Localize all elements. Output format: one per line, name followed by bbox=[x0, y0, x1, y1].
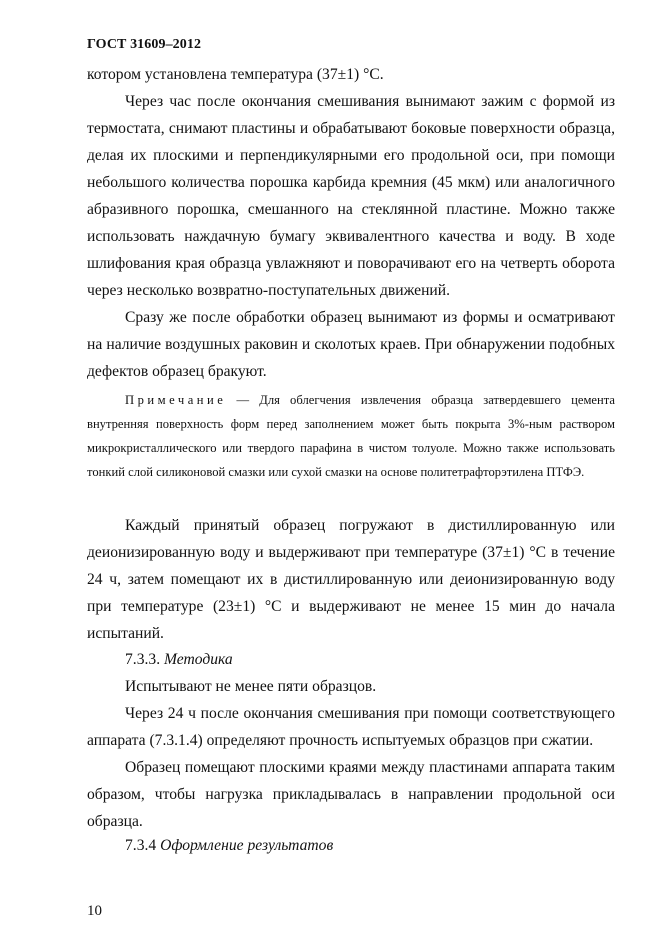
text-block-2 bbox=[87, 512, 615, 647]
paragraph-placement: Образец помещают плоскими краями между пластинами аппарата таким образом, чтобы нагрузка прикладывалась в направлении продольной оси образца. bbox=[87, 759, 615, 830]
note-label: Примечание bbox=[125, 393, 227, 407]
text-block-3 bbox=[87, 673, 615, 835]
document-header: ГОСТ 31609–2012 bbox=[87, 37, 202, 52]
note-paragraph bbox=[87, 388, 615, 484]
section-title: Оформление результатов bbox=[160, 837, 334, 854]
paragraph-sample-count: Испытывают не менее пяти образцов. bbox=[125, 678, 377, 695]
section-heading-733 bbox=[125, 646, 233, 673]
paragraph-strength: Через 24 ч после окончания смешивания при помощи соответствующего аппарата (7.3.1.4) определяют прочность испытуемых образцов при сжатии. bbox=[87, 705, 615, 749]
paragraph-inspection: Сразу же после обработки образец вынимают из формы и осматривают на наличие воздушных раковин и сколотых краев. При обнаружении подобных дефектов образец бракуют. bbox=[87, 309, 615, 380]
section-number: 7.3.4 bbox=[125, 837, 157, 854]
paragraph-grinding: Через час после окончания смешивания вынимают зажим с формой из термостата, снимают пластины и обрабатывают боковые поверхности образца, делая их плоскими и перпендикулярными его продольной оси, при помощи небольшого количества порошка карбида кремния (45 мкм) или аналогичного абразивного порошка, смешанного на стеклянной пластине. Можно также использовать наждачную бумагу эквивалентного качества и воду. В ходе шлифования края образца увлажняют и поворачивают его на четверть оборота через несколько возвратно-поступательных движений. bbox=[87, 93, 615, 299]
section-number: 7.3.3. bbox=[125, 651, 161, 668]
note-block bbox=[87, 388, 615, 484]
page-number: 10 bbox=[87, 903, 102, 919]
paragraph-immersion: Каждый принятый образец погружают в дистиллированную или деионизированную воду и выдерживают при температуре (37±1) °С в течение 24 ч, затем помещают их в дистиллированную или деионизированную воду при температуре (23±1) °С и выдерживают не менее 15 мин до начала испытаний. bbox=[87, 517, 615, 642]
note-text: — Для облегчения извлечения образца затвердевшего цемента внутренняя поверхность форм перед заполнением может быть покрыта 3%-ным раствором микрокристаллического или твердого парафина в чистом толуоле. Можно также использовать тонкий слой силиконовой смазки или сухой смазки на основе политетрафторэтилена ПТФЭ. bbox=[87, 393, 615, 479]
section-title: Методика bbox=[164, 651, 233, 668]
text-block-1 bbox=[87, 61, 615, 385]
paragraph-continuation: котором установлена температура (37±1) °С. bbox=[87, 66, 384, 83]
section-heading-734 bbox=[125, 832, 333, 859]
